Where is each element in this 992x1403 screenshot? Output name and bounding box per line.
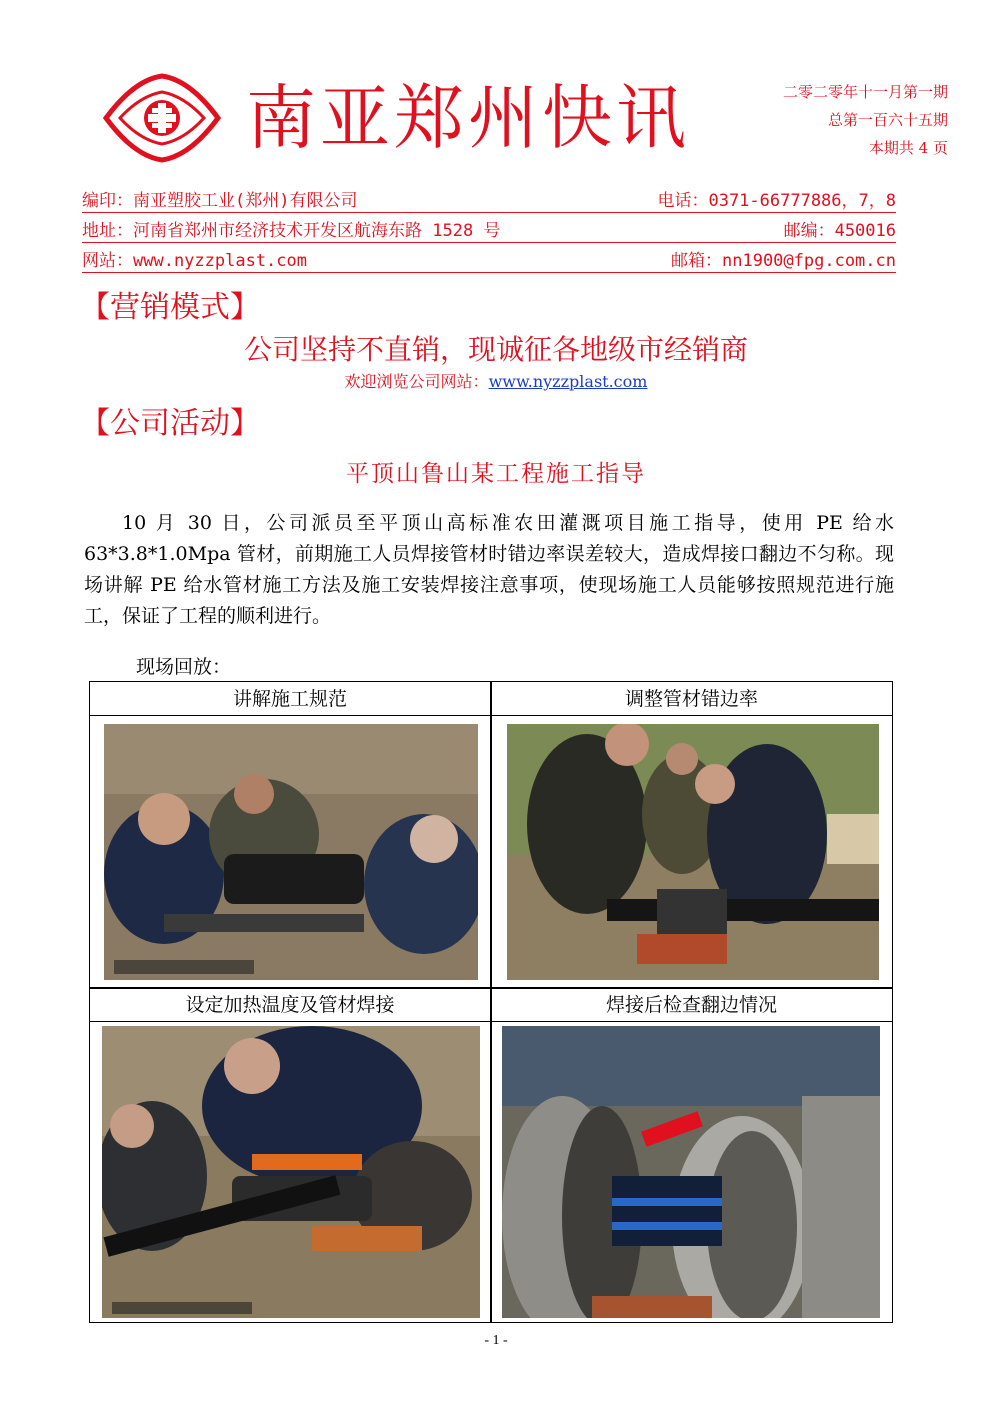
article-body: 10 月 30 日，公司派员至平顶山高标准农田灌溉项目施工指导，使用 PE 给水 63*3.8*1.0Mpa 管材，前期施工人员焊接管材时错边率误差较大，造成焊接口翻边不匀称。现场讲解 PE 给水管材施工方法及施工安装焊接注意事项，使现场施工人员能够按照规范进行施工，保证了工程的顺利进行。 — [84, 512, 894, 627]
photo-inspect-bead — [502, 1026, 880, 1318]
section-title-marketing: 【营销模式】 — [80, 290, 260, 325]
photo-table — [89, 681, 893, 1323]
info-row-publisher — [82, 188, 896, 213]
postcode-text: 邮编：450016 — [783, 221, 896, 241]
article-title: 平顶山鲁山某工程施工指导 — [346, 461, 646, 487]
website-text[interactable]: 网站：www.nyzzplast.com — [82, 251, 307, 271]
photo-adjust-misalignment — [507, 724, 879, 980]
photo-caption-2: 调整管材错边率 — [491, 682, 892, 716]
issue-total-number: 总第一百六十五期 — [827, 111, 948, 129]
info-row-website — [82, 248, 896, 273]
address-text: 地址：河南省郑州市经济技术开发区航海东路 1528 号 — [82, 221, 501, 241]
publisher-text: 编印：南亚塑胶工业(郑州)有限公司 — [82, 191, 358, 211]
newsletter-title: 南亚郑州快讯 — [246, 77, 690, 159]
email-text[interactable]: 邮箱：nn1900@fpg.com.cn — [671, 251, 896, 271]
photo-construction-guidance — [104, 724, 478, 980]
photo-heating-welding — [102, 1026, 480, 1318]
section-title-activity: 【公司活动】 — [80, 406, 260, 441]
welcome-prefix: 欢迎浏览公司网站： — [344, 372, 489, 391]
phone-text: 电话：0371-66777886，7，8 — [657, 191, 896, 211]
issue-page-count: 本期共 4 页 — [868, 139, 948, 157]
replay-label: 现场回放： — [136, 656, 232, 678]
photo-caption-1: 讲解施工规范 — [90, 682, 490, 716]
website-link[interactable]: www.nyzzplast.com — [488, 372, 648, 391]
marketing-headline: 公司坚持不直销，现诚征各地级市经销商 — [243, 333, 748, 366]
info-row-address — [82, 218, 896, 243]
company-logo — [100, 70, 224, 166]
welcome-line — [0, 369, 992, 392]
photo-caption-4: 焊接后检查翻边情况 — [491, 988, 892, 1022]
page-number: - 1 - — [484, 1333, 508, 1348]
issue-info — [783, 78, 948, 162]
photo-caption-3: 设定加热温度及管材焊接 — [90, 988, 490, 1022]
issue-date: 二零二零年十一月第一期 — [782, 83, 948, 101]
